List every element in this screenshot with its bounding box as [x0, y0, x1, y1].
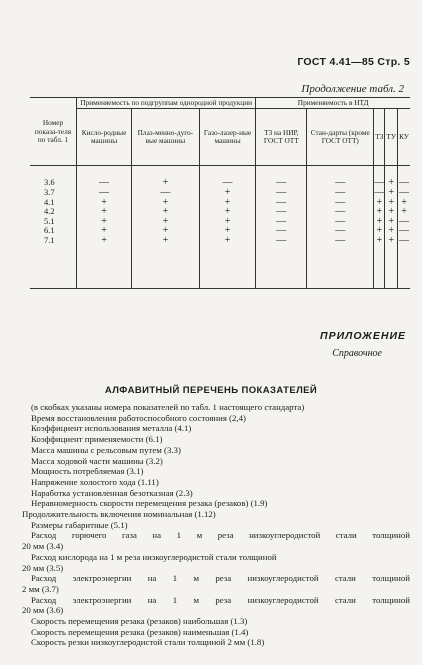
table-cell: +: [199, 207, 256, 217]
row-number: 6.1: [44, 225, 55, 236]
table-cell: +: [77, 217, 132, 227]
column-header: ТУ: [385, 109, 398, 166]
table-cell: +: [199, 217, 256, 227]
index-line: Размеры габаритные (5.1): [31, 519, 128, 530]
index-word: горючего: [71, 530, 107, 541]
table-cell: +: [385, 217, 398, 227]
index-title: АЛФАВИТНЫЙ ПЕРЕЧЕНЬ ПОКАЗАТЕЛЕЙ: [104, 385, 318, 396]
table-cell: +: [385, 166, 398, 188]
group1-header: Применяемость по подгруппам однородной продукции: [77, 98, 256, 109]
index-word: стали: [334, 573, 356, 584]
index-list: [22, 402, 410, 648]
index-line: Скорость перемещения резака (резаков) наименьшая (1.4): [31, 626, 249, 637]
index-word: Расход: [31, 530, 57, 541]
index-line: Наработка установленная безотказная (2.3): [31, 487, 193, 498]
table-cell: +: [132, 226, 200, 236]
table-spacer: [256, 246, 307, 289]
column-header: ТЗ: [374, 109, 385, 166]
index-word: стали: [335, 530, 357, 541]
row-number: 4.2: [44, 206, 55, 217]
table-spacer: [199, 246, 256, 289]
table-cell: +: [77, 236, 132, 246]
index-word: газа: [121, 530, 137, 541]
row-number: 4.1: [44, 196, 55, 207]
table-cell: +: [199, 188, 256, 198]
table-cell: —: [307, 226, 374, 236]
index-line: 20 мм (3.6): [22, 605, 64, 616]
index-word: Расход: [31, 594, 57, 605]
index-word: Расход: [31, 573, 57, 584]
index-line: 2 мм (3.7): [22, 583, 59, 594]
table-cell: +: [398, 198, 410, 208]
column-header: Стан-дарты (кроме ГОСТ ОТТ): [307, 109, 374, 166]
index-line: Мощность потребляемая (3.1): [31, 466, 144, 477]
table-cell: +: [132, 236, 200, 246]
table-cell: —: [199, 166, 256, 188]
table-row: [30, 226, 410, 236]
column-headers: [30, 109, 410, 166]
table-row: [30, 236, 410, 246]
table-cell: —: [256, 207, 307, 217]
table-cell: —: [307, 198, 374, 208]
index-line: Скорость перемещения резака (резаков) наибольшая (1.3): [31, 616, 248, 627]
index-word: низкоуглеродистой: [247, 573, 319, 584]
table-cell: —: [307, 166, 374, 188]
index-line: Коэффициент использования металла (4.1): [31, 423, 192, 434]
table-row: [30, 217, 410, 227]
table-spacer: [77, 246, 132, 289]
table-cell: +: [385, 188, 398, 198]
index-line: 20 мм (3.4): [22, 541, 64, 552]
index-word: низкоуглеродистой: [247, 594, 319, 605]
table-cell: +: [199, 198, 256, 208]
table-cell: —: [256, 217, 307, 227]
table-cell: +: [199, 236, 256, 246]
row-number: 3.7: [44, 186, 55, 197]
table-cell: —: [132, 188, 200, 198]
table-row: [30, 166, 410, 188]
index-word: низкоуглеродистой: [249, 530, 321, 541]
table-cell: —: [256, 188, 307, 198]
table-row: [30, 207, 410, 217]
table-cell: +: [385, 226, 398, 236]
index-word: реза: [215, 594, 232, 605]
applicability-table: [30, 97, 410, 289]
index-line: Неравномерность скорости перемещения резака (резаков) (1.9): [31, 498, 268, 509]
column-header: ТЗ на НИР, ГОСТ ОТТ: [256, 109, 307, 166]
index-word: м: [193, 594, 200, 605]
table-cell: +: [77, 198, 132, 208]
table-cell: +: [199, 226, 256, 236]
table-spacer: [385, 246, 398, 289]
table-cell: +: [374, 236, 385, 246]
index-line: Напряжение холостого хода (1.11): [31, 476, 159, 487]
index-line: Время восстановления работоспособного состояния (2,4): [31, 412, 246, 423]
row-number: 3.6: [44, 177, 55, 188]
table-cell: +: [132, 198, 200, 208]
table-cell: —: [256, 226, 307, 236]
appendix-type: Справочное: [332, 348, 382, 359]
index-word: м: [196, 530, 203, 541]
table-cell: —: [256, 198, 307, 208]
table-cell: —: [399, 215, 410, 227]
table-cell: +: [132, 166, 200, 188]
index-line: [22, 530, 410, 541]
table-cell: +: [385, 236, 398, 246]
index-word: на: [147, 594, 157, 605]
table-cell: —: [399, 234, 410, 246]
index-line: Коэффициент применяемости (6.1): [31, 434, 163, 445]
table-cell: —: [374, 186, 385, 198]
index-line: Продолжительность включения номинальная (1.12): [22, 509, 216, 520]
index-word: 1: [176, 530, 182, 541]
appendix-label: ПРИЛОЖЕНИЕ: [320, 330, 406, 342]
table-cell: +: [132, 217, 200, 227]
table-cell: +: [77, 226, 132, 236]
index-word: толщиной: [372, 573, 410, 584]
index-word: на: [147, 573, 157, 584]
table-cell: —: [399, 225, 410, 237]
column-header: КУ: [398, 109, 410, 166]
table-cell: +: [374, 217, 385, 227]
column-header: Кисло-родные машины: [77, 109, 132, 166]
index-line: [22, 573, 410, 584]
table-cell: +: [77, 207, 132, 217]
table-cell: —: [307, 188, 374, 198]
index-word: м: [193, 573, 200, 584]
row-number: 7.1: [44, 234, 55, 245]
table-row: [30, 198, 410, 208]
table-cell: —: [399, 186, 410, 198]
page-header: ГОСТ 4.41—85 Стр. 5: [297, 56, 410, 68]
index-line: [22, 595, 410, 606]
table-cell: —: [307, 207, 374, 217]
table-cell: +: [385, 207, 398, 217]
table-spacer: [30, 246, 77, 289]
table-cell: —: [256, 166, 307, 188]
table-row: [30, 188, 410, 198]
index-word: толщиной: [372, 594, 410, 605]
table-cell: +: [398, 207, 410, 217]
column-header: Газо-лазер-ные машины: [199, 109, 256, 166]
index-word: 1: [172, 573, 178, 584]
table-spacer: [374, 246, 385, 289]
index-word: на: [152, 530, 162, 541]
table-cell: —: [77, 188, 132, 198]
table-cell: —: [256, 236, 307, 246]
table-body: [30, 166, 410, 288]
index-word: реза: [215, 573, 232, 584]
index-line: Масса ходовой части машины (3.2): [31, 455, 163, 466]
table-cell: +: [385, 198, 398, 208]
table-cell: —: [374, 166, 385, 188]
row-number: 5.1: [44, 215, 55, 226]
table-cell: —: [307, 217, 374, 227]
index-line: Масса машины с рельсовым путем (3.3): [31, 444, 181, 455]
index-line: 20 мм (3.5): [22, 562, 64, 573]
table-cell: +: [374, 207, 385, 217]
index-word: толщиной: [372, 530, 410, 541]
table-cell: +: [374, 198, 385, 208]
table-continuation-label: Продолжение табл. 2: [301, 83, 404, 95]
row-number-header: Номер показа-теля по табл. 1: [30, 98, 77, 166]
group2-header: Применяемость в НТД: [256, 98, 410, 109]
index-word: реза: [217, 530, 234, 541]
index-word: электроэнергии: [72, 594, 132, 605]
table-spacer: [398, 246, 410, 289]
column-header: Плаз-менно-дуго-вые машины: [132, 109, 200, 166]
index-line: Скорость резки низкоуглеродистой стали толщиной 2 мм (1.8): [31, 637, 265, 648]
table-cell: —: [398, 166, 410, 188]
table-cell: +: [374, 226, 385, 236]
index-line: Расход кислорода на 1 м реза низкоуглеродистой стали толщиной: [31, 551, 277, 562]
index-word: 1: [172, 594, 178, 605]
index-line: (в скобках указаны номера показателей по табл. 1 настоящего стандарта): [31, 402, 305, 412]
index-word: стали: [334, 594, 356, 605]
table-spacer: [307, 246, 374, 289]
table-cell: —: [77, 166, 132, 188]
table-spacer: [132, 246, 200, 289]
index-word: электроэнергии: [72, 573, 132, 584]
table-cell: —: [307, 236, 374, 246]
table-cell: +: [132, 207, 200, 217]
